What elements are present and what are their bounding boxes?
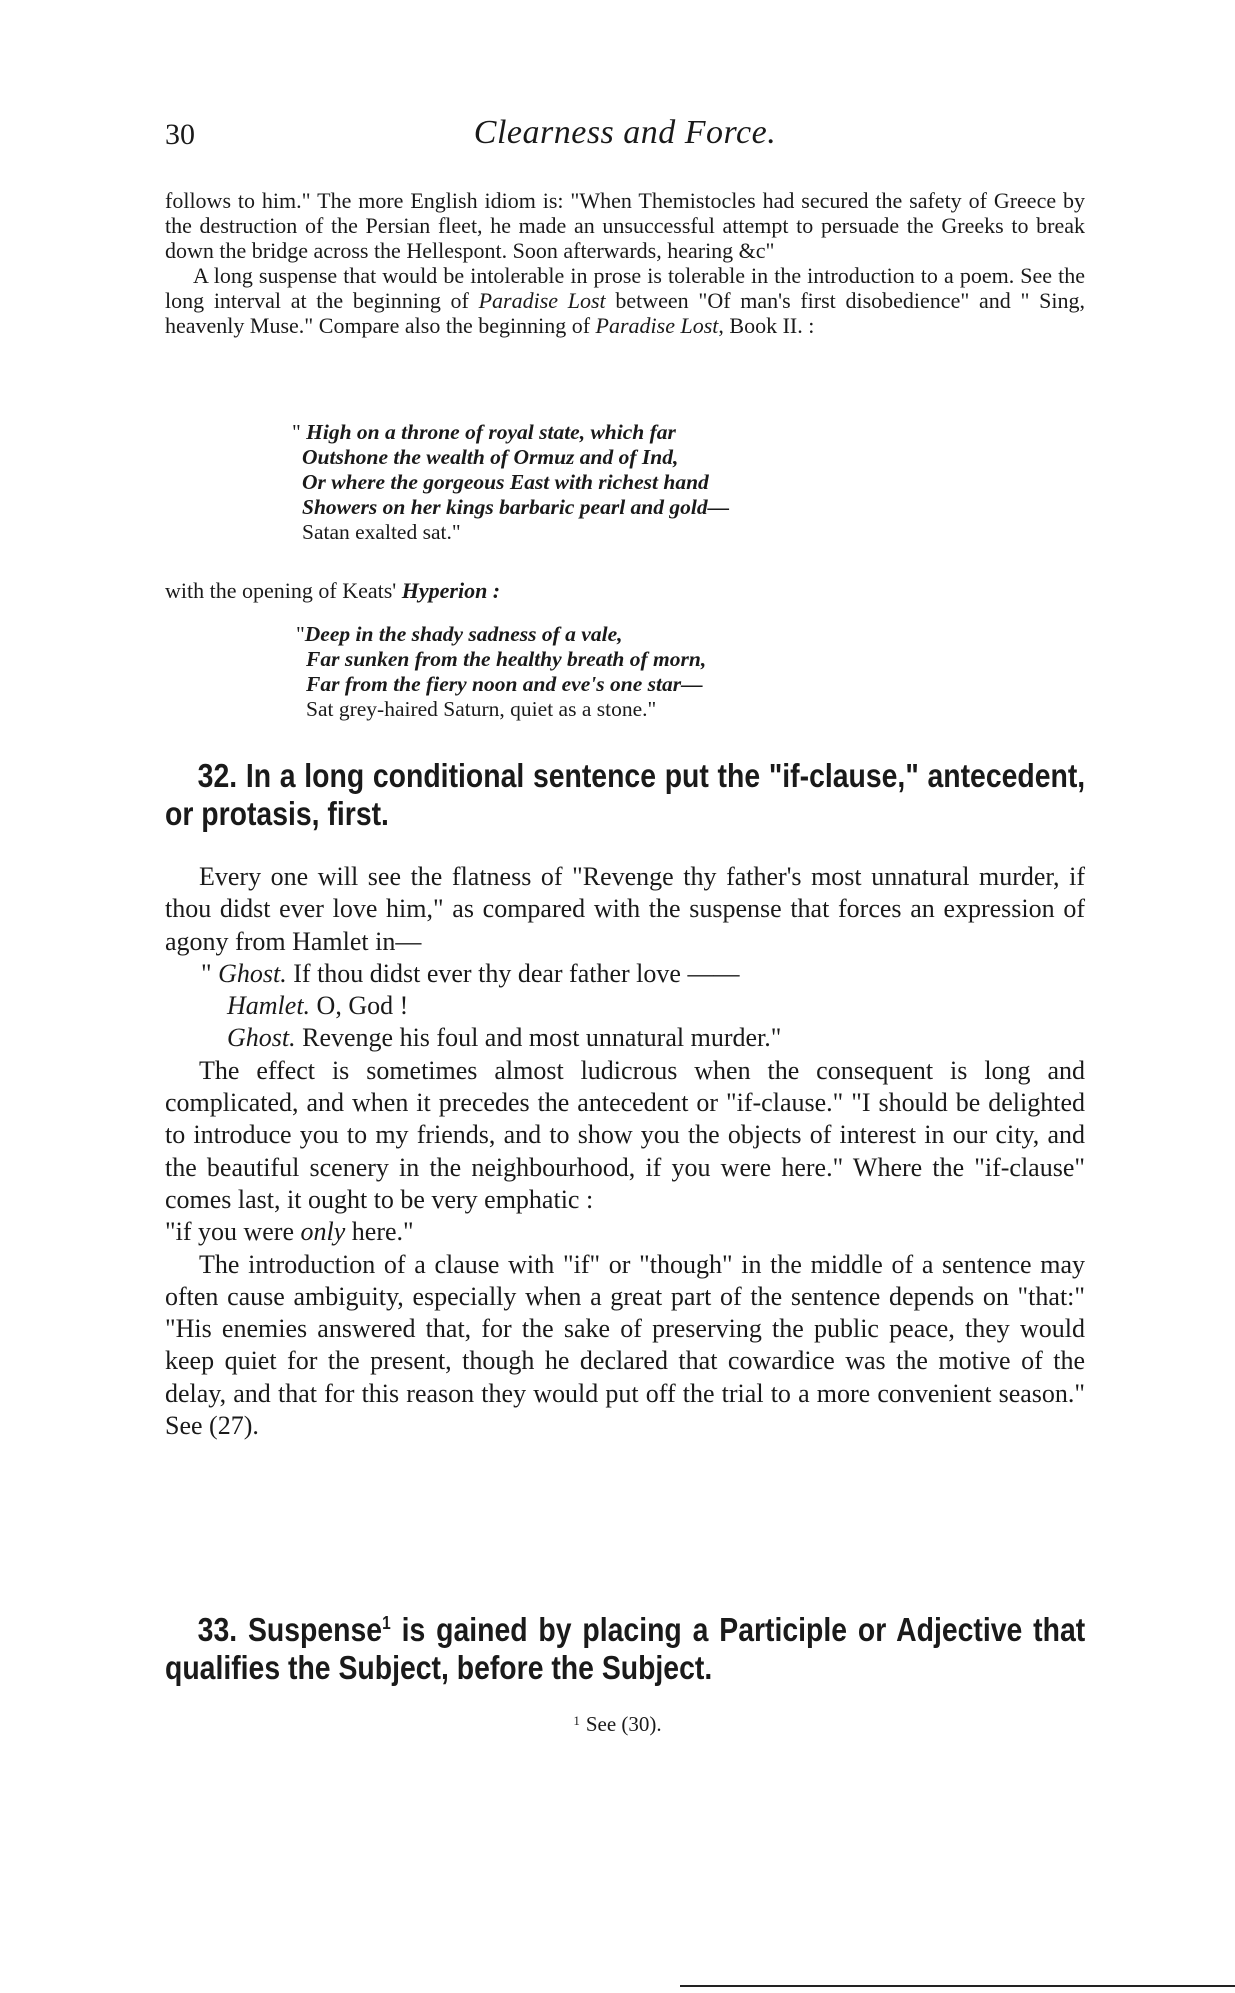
verse-line: Showers on her kings barbaric pearl and gold— (302, 495, 730, 519)
verse-line: Or where the gorgeous East with richest hand (302, 470, 709, 494)
section-32-paragraph-3: The introduction of a clause with "if" or "though" in the middle of a sentence may often cause ambiguity, especially when a great part of the sentence depends on "that:" "His enemies answered that, for the sake of preserving the public peace, they would keep quiet for the present, though he declared that cowardice was the motive of the delay, and that for this reason they would put off the trial to a more convenient season." See (27). (165, 1249, 1085, 1441)
footnote: $^1$ See (30). (573, 1712, 662, 1736)
keats-intro: with the opening of Keats' Hyperion : (165, 578, 501, 603)
intro-paragraph-1: follows to him." The more English idiom is: "When Themistocles had secured the safety of Greece by the destruction of the Persian fleet, he made an unsuccessful attempt to persuade the Greeks to break down the bridge across the Hellespont. Soon afterwards, hearing &c" (165, 188, 1085, 263)
verse-line: Satan exalted sat." (302, 520, 461, 544)
verse-line: " High on a throne of royal state, which far (292, 420, 676, 444)
footnote-mark: 1 (573, 1713, 580, 1728)
verse-line: "Deep in the shady sadness of a vale, (296, 622, 623, 646)
milton-quotation (292, 420, 729, 545)
intro-paragraphs (165, 188, 1085, 338)
section-32-body (165, 861, 1085, 1442)
page-header (165, 108, 1085, 168)
dialogue-line-hamlet: Hamlet. O, God ! (227, 991, 409, 1021)
intro-paragraph-2: A long suspense that would be intolerable in prose is tolerable in the introduction to a poem. See the long interval at the beginning of Paradise Lost between "Of man's first disobedience" and " Sing, heavenly Muse." Compare also the beginning of Paradise Lost, Book II. : (165, 263, 1086, 338)
section-32-paragraph-2-end: "if you were only here." (165, 1217, 414, 1247)
verse-line: Outshone the wealth of Ormuz and of Ind, (302, 445, 679, 469)
section-33-heading: 33. Suspense$^1$ is gained by placing a Participle or Adjective that qualifies the Subject, before the Subject. (165, 1611, 1086, 1686)
dialogue-line-ghost: " Ghost. If thou didst ever thy dear father love —— (201, 958, 740, 988)
page-number: 30 (165, 118, 195, 151)
keats-quotation (296, 622, 706, 722)
verse-line: Sat grey-haired Saturn, quiet as a stone." (306, 697, 657, 721)
footnote-reference: 1 (382, 1613, 391, 1633)
bottom-rule (680, 1985, 1235, 1987)
dialogue-line-ghost-2: Ghost. Revenge his foul and most unnatural murder." (227, 1023, 782, 1053)
section-32-paragraph-2: The effect is sometimes almost ludicrous when the consequent is long and complicated, and when it precedes the antecedent or "if-clause." "I should be delighted to introduce you to my friends, and to show you the objects of interest in our city, and the beautiful scenery in the neighbourhood, if you were here." Where the "if-clause" comes last, it ought to be very emphatic : (165, 1055, 1085, 1214)
verse-line: Far from the fiery noon and eve's one star— (306, 672, 703, 696)
verse-line: Far sunken from the healthy breath of morn, (306, 647, 707, 671)
section-32-paragraph-1: Every one will see the flatness of "Revenge thy father's most unnatural murder, if thou didst ever love him," as compared with the suspense that forces an expression of agony from Hamlet in— (165, 862, 1085, 956)
running-title: Clearness and Force. (473, 114, 777, 151)
section-32-heading: 32. In a long conditional sentence put the "if-clause," antecedent, or protasis, first. (165, 757, 1086, 832)
